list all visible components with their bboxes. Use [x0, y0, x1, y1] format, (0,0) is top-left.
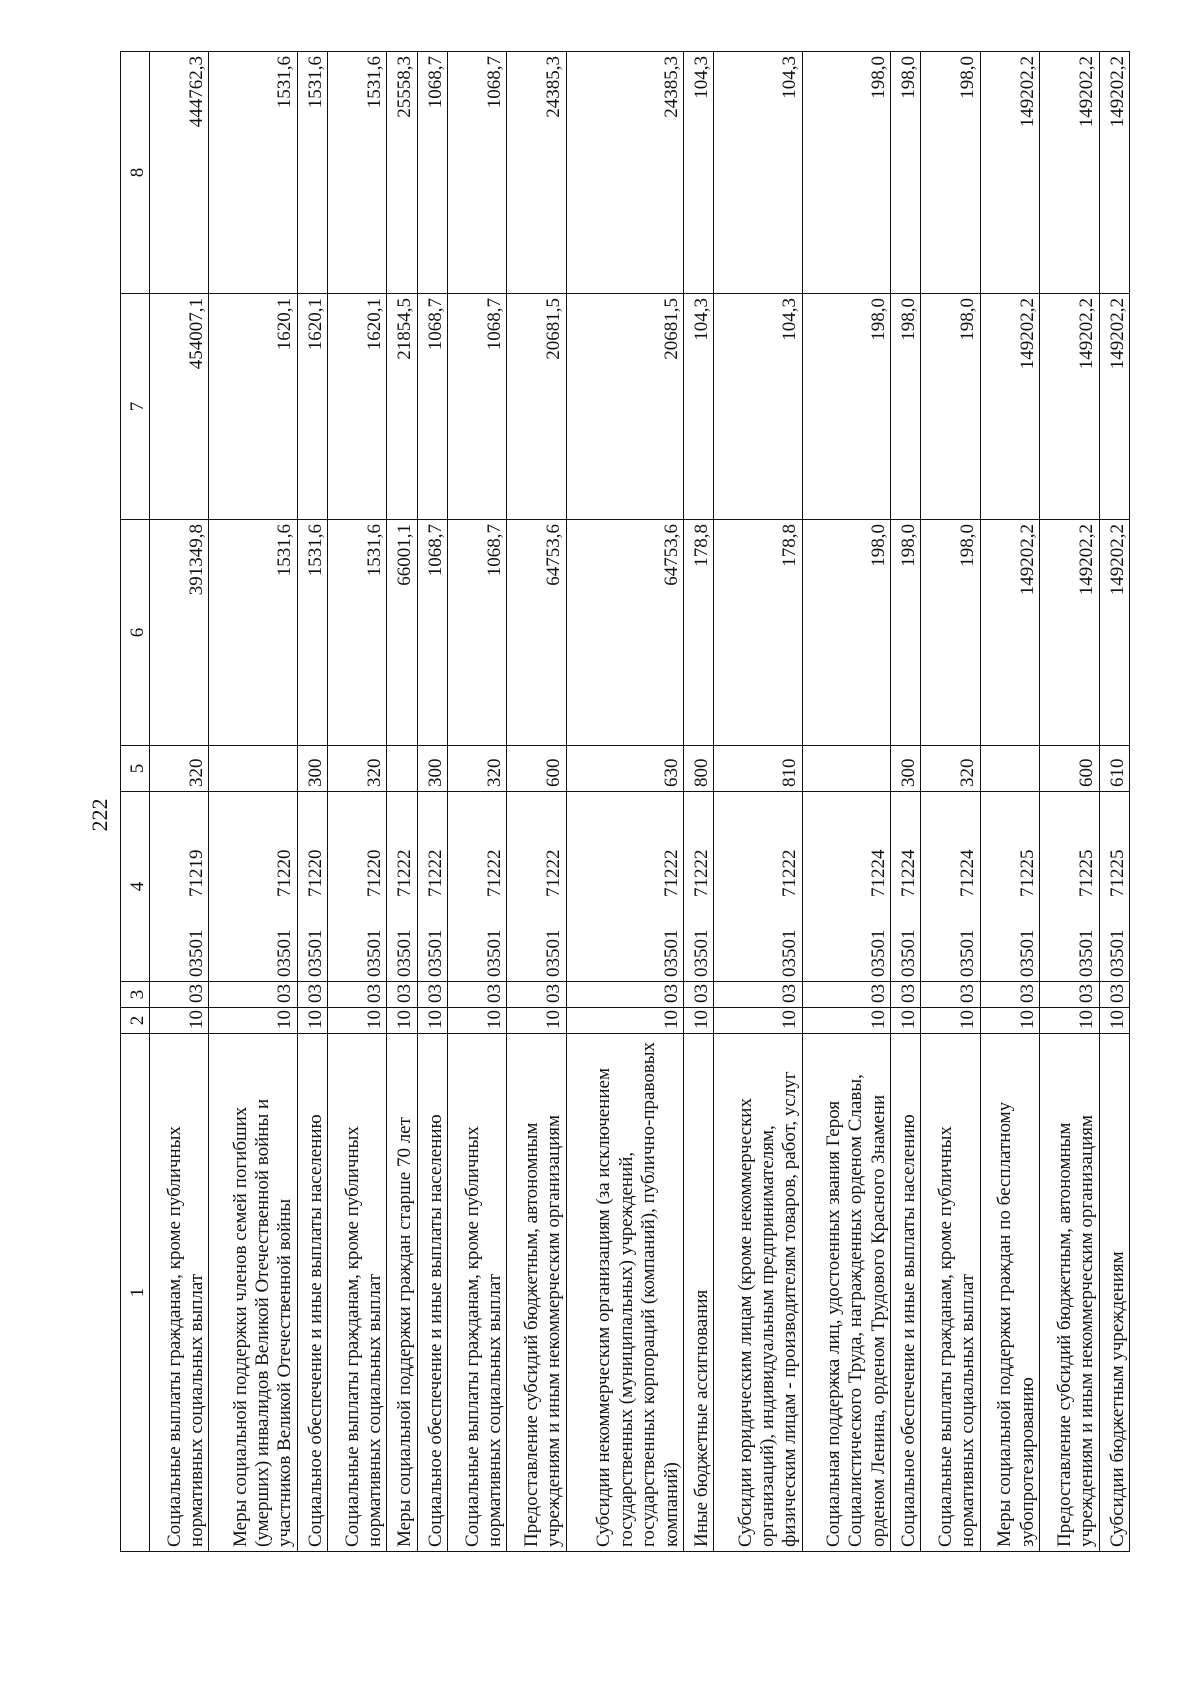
row-expense-type: 320 — [448, 746, 507, 792]
row-value-col8: 149202,2 — [1099, 52, 1130, 294]
row-value-col6: 66001,1 — [387, 520, 417, 746]
row-program-code: 03501 — [898, 929, 920, 977]
table-row — [566, 52, 683, 1552]
row-razdel: 10 — [1040, 1008, 1099, 1034]
row-expense-type: 320 — [921, 746, 980, 792]
row-value-col8: 25558,3 — [387, 52, 417, 294]
row-program-code: 03501 — [779, 929, 801, 977]
row-value-col6: 1531,6 — [328, 520, 387, 746]
row-podrazdel: 03 — [297, 982, 327, 1008]
row-razdel: 10 — [1099, 1008, 1130, 1034]
row-value-col8: 149202,2 — [980, 52, 1039, 294]
row-program-code: 03501 — [185, 929, 207, 977]
row-value-col8: 444762,3 — [150, 52, 209, 294]
row-name: Субсидии некоммерческим организациям (за исключением государственных (муниципальных) учреждений, государственных корпораций (компаний), публично-правовых компаний) — [566, 1034, 683, 1552]
row-value-col7: 198,0 — [891, 294, 921, 520]
row-value-col7: 1620,1 — [297, 294, 327, 520]
table-row — [891, 52, 921, 1552]
row-value-col8: 24385,3 — [566, 52, 683, 294]
row-direction-code: 71222 — [424, 849, 446, 897]
row-direction-code: 71222 — [543, 849, 565, 897]
row-podrazdel: 03 — [150, 982, 209, 1008]
row-value-col6: 1531,6 — [209, 520, 297, 746]
row-podrazdel: 03 — [684, 982, 714, 1008]
rotated-page-content — [120, 52, 1130, 1552]
row-direction-code: 71222 — [691, 849, 712, 897]
row-value-col6: 198,0 — [921, 520, 980, 746]
row-program-code: 03501 — [1106, 929, 1128, 977]
row-target-article — [297, 792, 327, 982]
row-razdel: 10 — [297, 1008, 327, 1034]
budget-table — [120, 51, 1130, 1552]
row-podrazdel: 03 — [387, 982, 417, 1008]
row-name: Субсидии юридическим лицам (кроме некоммерческих организаций), индивидуальным предпринимателям, физическим лицам - производителям товаров, работ, услуг — [714, 1034, 802, 1552]
row-program-code: 03501 — [304, 929, 326, 977]
row-name: Социальные выплаты гражданам, кроме публичных нормативных социальных выплат — [328, 1034, 387, 1552]
row-value-col8: 104,3 — [714, 52, 802, 294]
row-name: Социальные выплаты гражданам, кроме публичных нормативных социальных выплат — [921, 1034, 980, 1552]
table-row — [507, 52, 566, 1552]
row-program-code: 03501 — [1076, 929, 1098, 977]
row-name: Предоставление субсидий бюджетным, автономным учреждениям и иным некоммерческим организациям — [1040, 1034, 1099, 1552]
row-value-col6: 149202,2 — [1040, 520, 1099, 746]
row-expense-type: 300 — [297, 746, 327, 792]
table-row — [684, 52, 714, 1552]
row-expense-type: 320 — [150, 746, 209, 792]
row-value-col6: 198,0 — [891, 520, 921, 746]
row-target-article — [684, 792, 714, 982]
row-target-article — [891, 792, 921, 982]
row-value-col7: 149202,2 — [980, 294, 1039, 520]
column-header: 6 — [121, 520, 150, 746]
row-value-col7: 104,3 — [684, 294, 714, 520]
row-name: Социальные выплаты гражданам, кроме публичных нормативных социальных выплат — [150, 1034, 209, 1552]
table-body — [150, 52, 1130, 1552]
row-direction-code: 71224 — [957, 849, 979, 897]
row-name: Меры социальной поддержки граждан по бесплатному зубопротезированию — [980, 1034, 1039, 1552]
row-value-col7: 1068,7 — [417, 294, 447, 520]
row-value-col7: 198,0 — [802, 294, 890, 520]
row-target-article — [1099, 792, 1130, 982]
row-value-col6: 1531,6 — [297, 520, 327, 746]
row-value-col7: 198,0 — [921, 294, 980, 520]
row-target-article — [980, 792, 1039, 982]
page-number: 222 — [87, 798, 112, 832]
row-podrazdel: 03 — [566, 982, 683, 1008]
row-program-code: 03501 — [1016, 929, 1038, 977]
row-value-col8: 1531,6 — [297, 52, 327, 294]
row-name: Социальное обеспечение и иные выплаты населению — [417, 1034, 447, 1552]
row-podrazdel: 03 — [891, 982, 921, 1008]
row-value-col8: 198,0 — [891, 52, 921, 294]
row-target-article — [714, 792, 802, 982]
row-target-article — [387, 792, 417, 982]
row-value-col8: 1531,6 — [209, 52, 297, 294]
row-podrazdel: 03 — [980, 982, 1039, 1008]
row-target-article — [802, 792, 890, 982]
row-value-col6: 149202,2 — [980, 520, 1039, 746]
row-expense-type: 800 — [684, 746, 714, 792]
row-program-code: 03501 — [483, 929, 505, 977]
row-target-article — [1040, 792, 1099, 982]
table-row — [417, 52, 447, 1552]
row-expense-type: 300 — [891, 746, 921, 792]
row-expense-type: 630 — [566, 746, 683, 792]
row-value-col7: 149202,2 — [1099, 294, 1130, 520]
row-razdel: 10 — [566, 1008, 683, 1034]
row-expense-type: 600 — [507, 746, 566, 792]
row-name: Иные бюджетные ассигнования — [684, 1034, 714, 1552]
row-podrazdel: 03 — [921, 982, 980, 1008]
table-row — [1040, 52, 1099, 1552]
row-name: Меры социальной поддержки членов семей погибших (умерших) инвалидов Великой Отечественной войны и участников Великой Отечественной войны — [209, 1034, 297, 1552]
row-razdel: 10 — [684, 1008, 714, 1034]
row-podrazdel: 03 — [802, 982, 890, 1008]
row-value-col6: 149202,2 — [1099, 520, 1130, 746]
row-direction-code: 71225 — [1106, 849, 1128, 897]
table-row — [714, 52, 802, 1552]
table-row — [387, 52, 417, 1552]
row-direction-code: 71224 — [867, 849, 889, 897]
row-direction-code: 71224 — [898, 849, 920, 897]
row-value-col7: 20681,5 — [507, 294, 566, 520]
row-direction-code: 71220 — [304, 849, 326, 897]
row-name: Социальное обеспечение и иные выплаты населению — [297, 1034, 327, 1552]
row-podrazdel: 03 — [328, 982, 387, 1008]
table-header-row — [121, 52, 150, 1552]
row-value-col6: 178,8 — [714, 520, 802, 746]
row-direction-code: 71222 — [394, 849, 416, 897]
row-razdel: 10 — [921, 1008, 980, 1034]
row-razdel: 10 — [417, 1008, 447, 1034]
row-direction-code: 71225 — [1016, 849, 1038, 897]
row-expense-type — [209, 746, 297, 792]
row-value-col8: 198,0 — [921, 52, 980, 294]
table-row — [1099, 52, 1130, 1552]
row-razdel: 10 — [328, 1008, 387, 1034]
row-name: Социальные выплаты гражданам, кроме публичных нормативных социальных выплат — [448, 1034, 507, 1552]
row-expense-type: 610 — [1099, 746, 1130, 792]
row-value-col6: 64753,6 — [566, 520, 683, 746]
row-razdel: 10 — [150, 1008, 209, 1034]
row-value-col8: 149202,2 — [1040, 52, 1099, 294]
row-razdel: 10 — [209, 1008, 297, 1034]
row-razdel: 10 — [387, 1008, 417, 1034]
row-expense-type — [387, 746, 417, 792]
row-expense-type: 600 — [1040, 746, 1099, 792]
row-target-article — [150, 792, 209, 982]
row-value-col6: 198,0 — [802, 520, 890, 746]
row-value-col6: 178,8 — [684, 520, 714, 746]
row-value-col7: 149202,2 — [1040, 294, 1099, 520]
row-podrazdel: 03 — [714, 982, 802, 1008]
row-expense-type: 320 — [328, 746, 387, 792]
row-podrazdel: 03 — [1040, 982, 1099, 1008]
column-header: 8 — [121, 52, 150, 294]
row-podrazdel: 03 — [1099, 982, 1130, 1008]
row-razdel: 10 — [507, 1008, 566, 1034]
row-program-code: 03501 — [957, 929, 979, 977]
row-value-col8: 1068,7 — [448, 52, 507, 294]
row-razdel: 10 — [714, 1008, 802, 1034]
row-expense-type: 300 — [417, 746, 447, 792]
table-row — [209, 52, 297, 1552]
row-program-code: 03501 — [394, 929, 416, 977]
column-header: 3 — [121, 982, 150, 1008]
row-value-col8: 104,3 — [684, 52, 714, 294]
row-razdel: 10 — [891, 1008, 921, 1034]
row-program-code: 03501 — [363, 929, 385, 977]
row-value-col8: 1531,6 — [328, 52, 387, 294]
table-row — [802, 52, 890, 1552]
row-direction-code: 71222 — [779, 849, 801, 897]
row-expense-type — [802, 746, 890, 792]
table-row — [150, 52, 209, 1552]
row-program-code: 03501 — [543, 929, 565, 977]
row-direction-code: 71225 — [1076, 849, 1098, 897]
row-value-col7: 1068,7 — [448, 294, 507, 520]
row-podrazdel: 03 — [507, 982, 566, 1008]
row-direction-code: 71219 — [185, 849, 207, 897]
row-value-col6: 391349,8 — [150, 520, 209, 746]
row-value-col6: 1068,7 — [448, 520, 507, 746]
row-value-col7: 21854,5 — [387, 294, 417, 520]
row-expense-type — [980, 746, 1039, 792]
row-target-article — [566, 792, 683, 982]
row-value-col7: 1620,1 — [328, 294, 387, 520]
row-razdel: 10 — [448, 1008, 507, 1034]
row-direction-code: 71220 — [363, 849, 385, 897]
row-name: Предоставление субсидий бюджетным, автономным учреждениям и иным некоммерческим организациям — [507, 1034, 566, 1552]
column-header: 4 — [121, 792, 150, 982]
table-row — [448, 52, 507, 1552]
table-row — [297, 52, 327, 1552]
row-value-col8: 198,0 — [802, 52, 890, 294]
row-value-col8: 24385,3 — [507, 52, 566, 294]
row-target-article — [209, 792, 297, 982]
row-podrazdel: 03 — [209, 982, 297, 1008]
row-value-col7: 20681,5 — [566, 294, 683, 520]
row-value-col6: 64753,6 — [507, 520, 566, 746]
row-name: Социальная поддержка лиц, удостоенных звания Героя Социалистического Труда, награжденных орденом Славы, орденом Ленина, орденом Трудового Красного Знамени — [802, 1034, 890, 1552]
row-value-col7: 1620,1 — [209, 294, 297, 520]
row-razdel: 10 — [980, 1008, 1039, 1034]
row-name: Социальное обеспечение и иные выплаты населению — [891, 1034, 921, 1552]
row-program-code: 03501 — [274, 929, 296, 977]
row-target-article — [448, 792, 507, 982]
column-header: 5 — [121, 746, 150, 792]
row-target-article — [921, 792, 980, 982]
row-program-code: 03501 — [691, 929, 712, 977]
row-value-col8: 1068,7 — [417, 52, 447, 294]
row-expense-type: 810 — [714, 746, 802, 792]
row-direction-code: 71220 — [274, 849, 296, 897]
row-value-col6: 1068,7 — [417, 520, 447, 746]
row-target-article — [328, 792, 387, 982]
table-row — [328, 52, 387, 1552]
column-header: 2 — [121, 1008, 150, 1034]
table-row — [980, 52, 1039, 1552]
row-value-col7: 454007,1 — [150, 294, 209, 520]
row-direction-code: 71222 — [483, 849, 505, 897]
row-target-article — [507, 792, 566, 982]
row-razdel: 10 — [802, 1008, 890, 1034]
row-program-code: 03501 — [660, 929, 682, 977]
row-direction-code: 71222 — [660, 849, 682, 897]
row-podrazdel: 03 — [448, 982, 507, 1008]
row-target-article — [417, 792, 447, 982]
row-program-code: 03501 — [867, 929, 889, 977]
column-header: 7 — [121, 294, 150, 520]
table-row — [921, 52, 980, 1552]
row-program-code: 03501 — [424, 929, 446, 977]
row-value-col7: 104,3 — [714, 294, 802, 520]
row-podrazdel: 03 — [417, 982, 447, 1008]
row-name: Меры социальной поддержки граждан старше 70 лет — [387, 1034, 417, 1552]
column-header: 1 — [121, 1034, 150, 1552]
row-name: Субсидии бюджетным учреждениям — [1099, 1034, 1130, 1552]
